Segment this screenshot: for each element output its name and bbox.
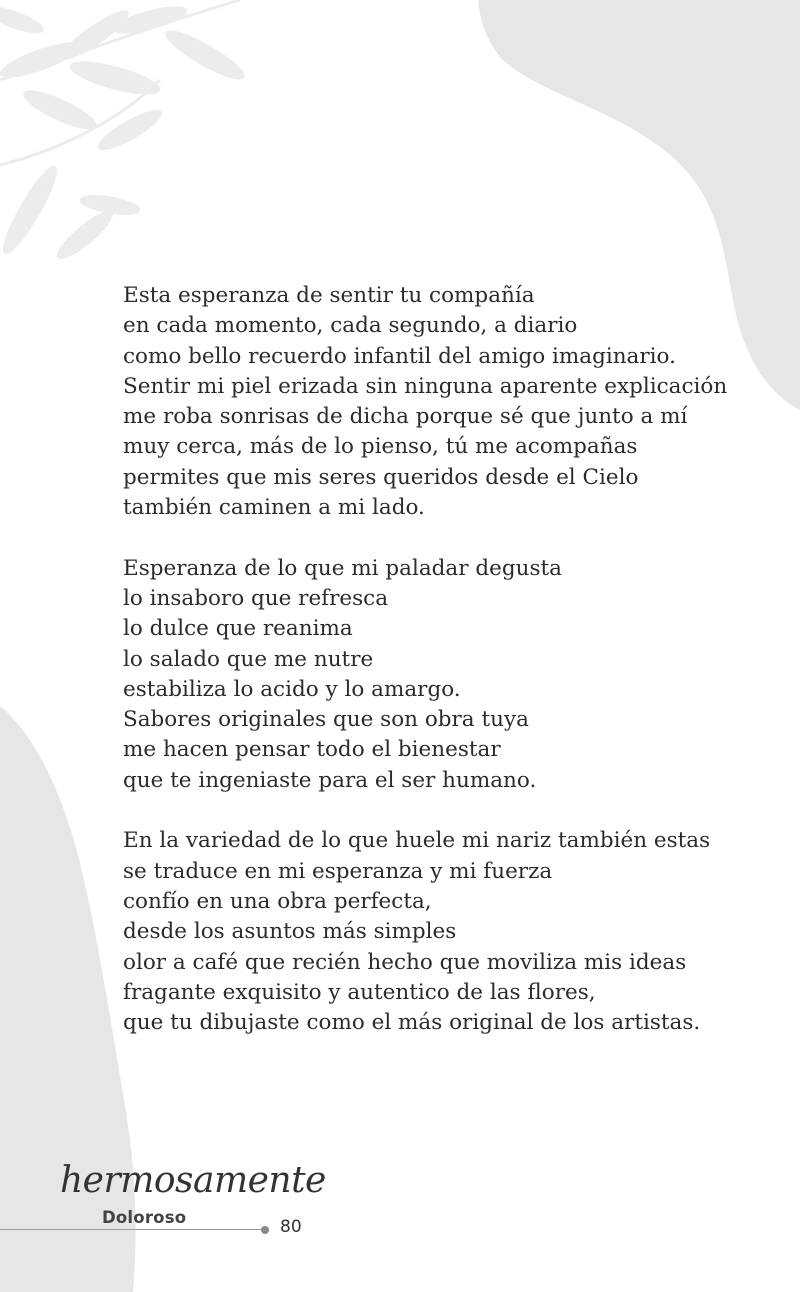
poem-line: Esta esperanza de sentir tu compañía [123, 283, 535, 308]
stanza-3 [123, 826, 763, 1038]
poem-line: muy cerca, más de lo pienso, tú me acompañas [123, 434, 638, 460]
poem-line: se traduce en mi esperanza y mi fuerza [123, 858, 553, 884]
poem-line: permites que mis seres queridos desde el Cielo [123, 464, 639, 490]
poem-line: lo dulce que reanima [123, 616, 353, 642]
poem-line: confío en una obra perfecta, [123, 888, 432, 914]
poem-line: Sentir mi piel erizada sin ninguna aparente explicación [123, 373, 728, 399]
poem-line: me roba sonrisas de dicha porque sé que junto a mí [123, 404, 688, 430]
brand-subtitle: Doloroso [102, 1208, 187, 1227]
leaf-branch-icon [0, 0, 249, 264]
stanza-2 [123, 554, 763, 796]
bottom-left-blob [0, 706, 136, 1292]
poem-line: me hacen pensar todo el bienestar [123, 737, 501, 763]
poem-line: en cada momento, cada segundo, a diario [123, 313, 578, 339]
poem-line: desde los asuntos más simples [123, 919, 457, 945]
poem-line: lo insaboro que refresca [123, 585, 389, 611]
poem-line: En la variedad de lo que huele mi nariz también estas [123, 828, 711, 854]
poem-line: Esperanza de lo que mi paladar degusta [123, 555, 562, 581]
poem-line: lo salado que me nutre [123, 646, 374, 672]
poem-line: que tu dibujaste como el más original de los artistas. [123, 1010, 701, 1036]
poem-line: olor a café que recién hecho que moviliza mis ideas [123, 949, 687, 975]
footer-dot [261, 1226, 269, 1234]
brand-script-title: hermosamente [60, 1160, 326, 1201]
poem-line: que te ingeniaste para el ser humano. [123, 767, 537, 793]
poem-line: Sabores originales que son obra tuya [123, 707, 529, 733]
poem-line: fragante exquisito y autentico de las flores, [123, 979, 596, 1005]
footer-divider [0, 1229, 263, 1230]
poem-line: también caminen a mi lado. [123, 495, 425, 521]
poem-line: estabiliza lo acido y lo amargo. [123, 676, 461, 702]
poem-body [123, 281, 763, 1069]
page-number: 80 [280, 1217, 302, 1237]
stanza-1 [123, 281, 763, 523]
poem-line: como bello recuerdo infantil del amigo imaginario. [123, 343, 676, 369]
